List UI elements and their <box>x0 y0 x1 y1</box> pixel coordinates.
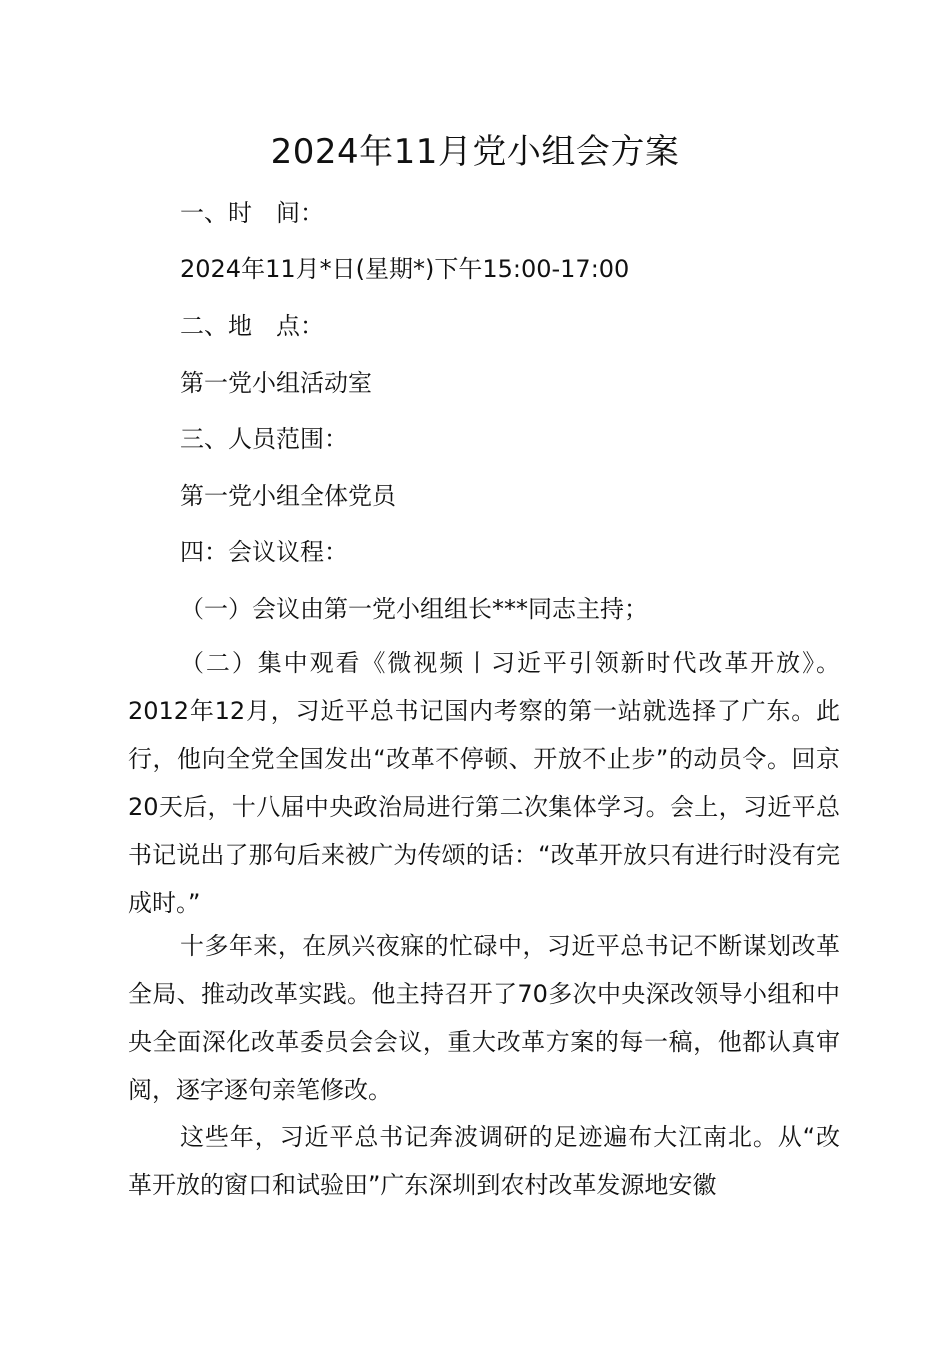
section-time-heading: 一、时 间： <box>180 199 324 227</box>
section-attendees-heading: 三、人员范围： <box>180 425 348 453</box>
section-agenda-heading: 四：会议议程： <box>180 538 348 566</box>
meeting-time-value: 2024年11月*日(星期*)下午15:00-17:00 <box>180 255 630 283</box>
body-paragraph: 这些年，习近平总书记奔波调研的足迹遍布大江南北。从“改革开放的窗口和试验田”广东深圳到农村改革发源地安徽 <box>128 1123 840 1199</box>
meeting-attendees-value: 第一党小组全体党员 <box>180 482 396 510</box>
meeting-location-value: 第一党小组活动室 <box>180 369 372 397</box>
agenda-item-1: （一）会议由第一党小组组长***同志主持； <box>180 595 648 623</box>
body-paragraph: 十多年来，在夙兴夜寐的忙碌中，习近平总书记不断谋划改革全局、推动改革实践。他主持召开了70多次中央深改领导小组和中央全面深化改革委员会会议，重大改革方案的每一稿，他都认真审阅，逐字逐句亲笔修改。 <box>128 932 840 1104</box>
agenda-item-2-paragraph: （二）集中观看《微视频丨习近平引领新时代改革开放》。2012年12月，习近平总书记国内考察的第一站就选择了广东。此行，他向全党全国发出“改革不停顿、开放不止步”的动员令。回京20天后，十八届中央政治局进行第二次集体学习。会上，习近平总书记说出了那句后来被广为传颂的话：“改革开放只有进行时没有完成时。” <box>128 649 840 917</box>
document-title: 2024年11月党小组会方案 <box>270 132 680 172</box>
section-location-heading: 二、地 点： <box>180 312 324 340</box>
